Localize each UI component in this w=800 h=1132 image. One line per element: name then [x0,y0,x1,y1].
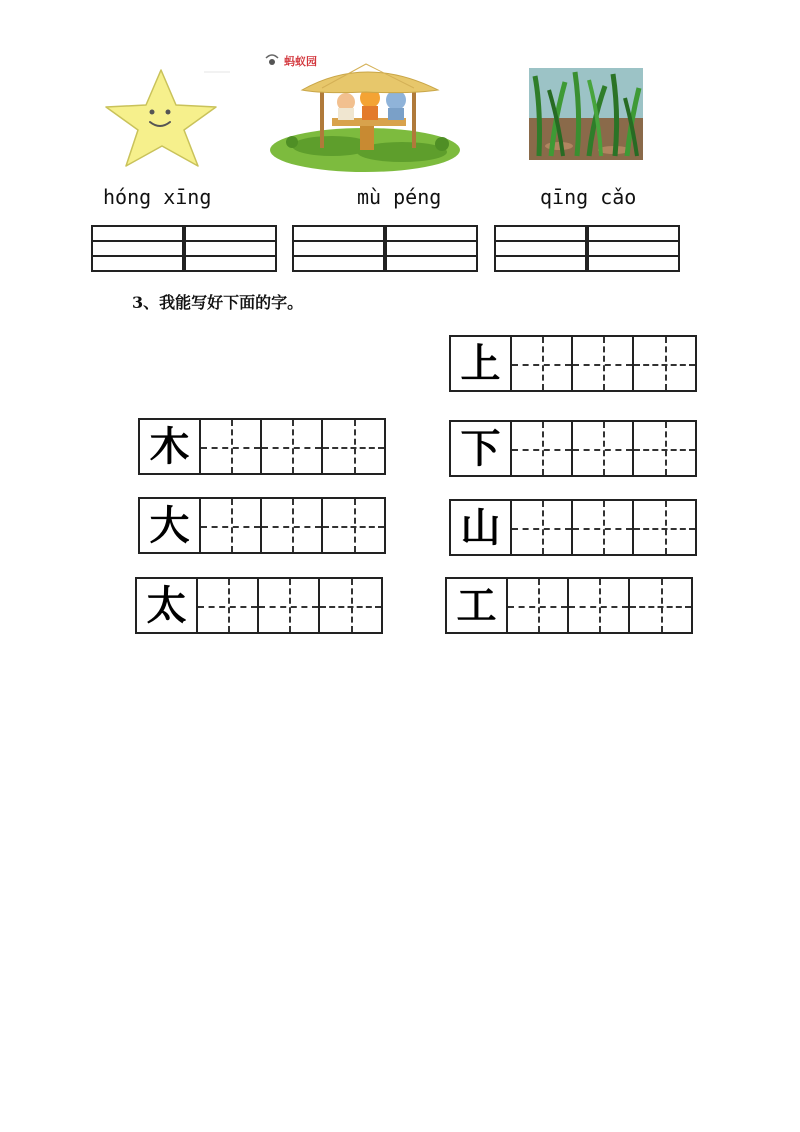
section-3-heading: 3、我能写好下面的字。 [132,293,304,312]
practice-cell[interactable] [630,579,691,632]
char-grid-row [138,497,386,554]
practice-cell[interactable] [512,422,573,475]
tent-picture [262,42,467,172]
model-character: 大 [140,499,201,552]
practice-cell[interactable] [512,501,573,554]
char-grid-row [449,420,697,477]
logo-text: 蚂蚁园 [284,55,317,68]
char-grid-row [445,577,693,634]
practice-cell[interactable] [573,337,634,390]
char-grid-row [449,335,697,392]
writing-box[interactable] [385,225,478,272]
char-grid-row [138,418,386,475]
practice-cell[interactable] [634,501,695,554]
char-grid-row [135,577,383,634]
char-grid-row [449,499,697,556]
model-character: 山 [451,501,512,554]
model-character: 太 [137,579,198,632]
practice-cell[interactable] [573,422,634,475]
practice-cell[interactable] [323,499,384,552]
writing-box[interactable] [184,225,277,272]
model-character: 下 [451,422,512,475]
practice-cell[interactable] [569,579,630,632]
pinyin-mu-peng: mù péng [357,185,442,209]
writing-box[interactable] [292,225,385,272]
writing-box[interactable] [587,225,680,272]
practice-cell[interactable] [262,499,323,552]
practice-cell[interactable] [512,337,573,390]
writing-box[interactable] [494,225,587,272]
model-character: 木 [140,420,201,473]
pinyin-hong-xing: hóng xīng [103,185,212,209]
pinyin-qing-cao: qīng cǎo [540,185,637,209]
grass-picture [529,68,643,160]
practice-cell[interactable] [262,420,323,473]
model-character: 上 [451,337,512,390]
practice-cell[interactable] [508,579,569,632]
practice-cell[interactable] [634,337,695,390]
practice-cell[interactable] [573,501,634,554]
practice-cell[interactable] [259,579,320,632]
practice-cell[interactable] [320,579,381,632]
practice-cell[interactable] [201,499,262,552]
practice-cell[interactable] [198,579,259,632]
star-picture [98,62,230,172]
practice-cell[interactable] [634,422,695,475]
writing-box[interactable] [91,225,184,272]
practice-cell[interactable] [323,420,384,473]
model-character: 工 [447,579,508,632]
practice-cell[interactable] [201,420,262,473]
